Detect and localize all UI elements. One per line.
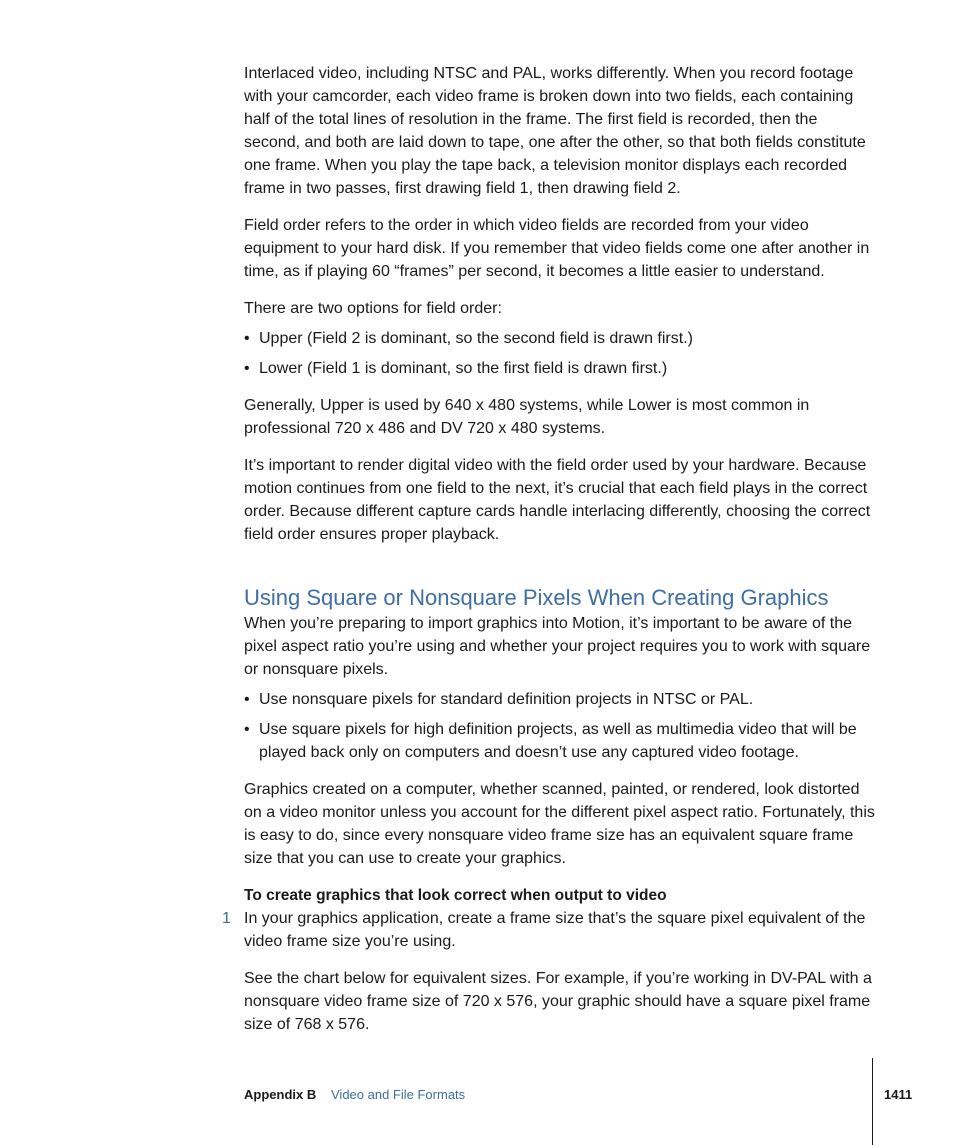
paragraph-equivalent-sizes: See the chart below for equivalent sizes. For example, if you’re working in DV-PAL with a nonsquare video frame size of 720 x 576, your graphic should have a square pixel frame size of 768 x 576. — [244, 970, 872, 1033]
bullet-icon: • — [244, 691, 250, 708]
footer-chapter-title: Video and File Formats — [331, 1087, 466, 1102]
bullet-icon: • — [244, 330, 250, 347]
paragraph-field-order: Field order refers to the order in which video fields are recorded from your video equipment to your hard disk. If you remember that video fields come one after another in time, as if playing 60 “frames” per second, it becomes a little easier to understand. — [244, 217, 870, 280]
paragraph-upper-lower-usage: Generally, Upper is used by 640 x 480 systems, while Lower is most common in professional 720 x 486 and DV 720 x 480 systems. — [244, 397, 810, 437]
pixel-type-list — [244, 688, 876, 764]
list-item: • Use square pixels for high definition projects, as well as multimedia video that will be played back only on computers and doesn’t use any captured video footage. — [244, 718, 876, 764]
bullet-icon: • — [244, 360, 250, 377]
paragraph-render-field-order: It’s important to render digital video with the field order used by your hardware. Because motion continues from one field to the next, it’s crucial that each field plays in the correct order. Because different capture cards handle interlacing differently, choosing the correct field order ensures proper playback. — [244, 457, 871, 543]
step-number: 1 — [222, 910, 231, 927]
paragraph-interlaced-video: Interlaced video, including NTSC and PAL, works differently. When you record footage with your camcorder, each video frame is broken down into two fields, each containing half of the total lines of resolution in the frame. The first field is recorded, then the second, and both are laid down to tape, one after the other, so that both fields constitute one frame. When you play the tape back, a television monitor displays each recorded frame in two passes, first drawing field 1, then drawing field 2. — [244, 65, 866, 197]
page-content — [222, 62, 876, 1050]
footer-divider — [872, 1058, 873, 1145]
step-1 — [222, 907, 876, 953]
list-item: • Use nonsquare pixels for standard definition projects in NTSC or PAL. — [244, 688, 876, 711]
paragraph-graphics-distortion: Graphics created on a computer, whether scanned, painted, or rendered, look distorted on a video monitor unless you account for the different pixel aspect ratio. Fortunately, this is easy to do, since every nonsquare video frame size has an equivalent square frame size that you can use to create your graphics. — [244, 781, 875, 867]
bullet-icon: • — [244, 721, 250, 738]
footer-appendix-label: Appendix B — [244, 1087, 317, 1102]
field-order-list — [244, 327, 876, 380]
page-number: 1411 — [884, 1087, 913, 1102]
list-item: • Upper (Field 2 is dominant, so the second field is drawn first.) — [244, 327, 876, 350]
paragraph-pixel-aspect-intro: When you’re preparing to import graphics into Motion, it’s important to be aware of the pixel aspect ratio you’re using and whether your project requires you to work with square or nonsquare pixels. — [244, 615, 871, 678]
paragraph-field-order-options: There are two options for field order: — [244, 300, 502, 317]
task-heading: To create graphics that look correct when output to video — [244, 887, 667, 904]
step-text: In your graphics application, create a frame size that’s the square pixel equivalent of the video frame size you’re using. — [244, 910, 866, 950]
list-item: • Lower (Field 1 is dominant, so the first field is drawn first.) — [244, 357, 876, 380]
section-heading: Using Square or Nonsquare Pixels When Creating Graphics — [244, 585, 829, 610]
